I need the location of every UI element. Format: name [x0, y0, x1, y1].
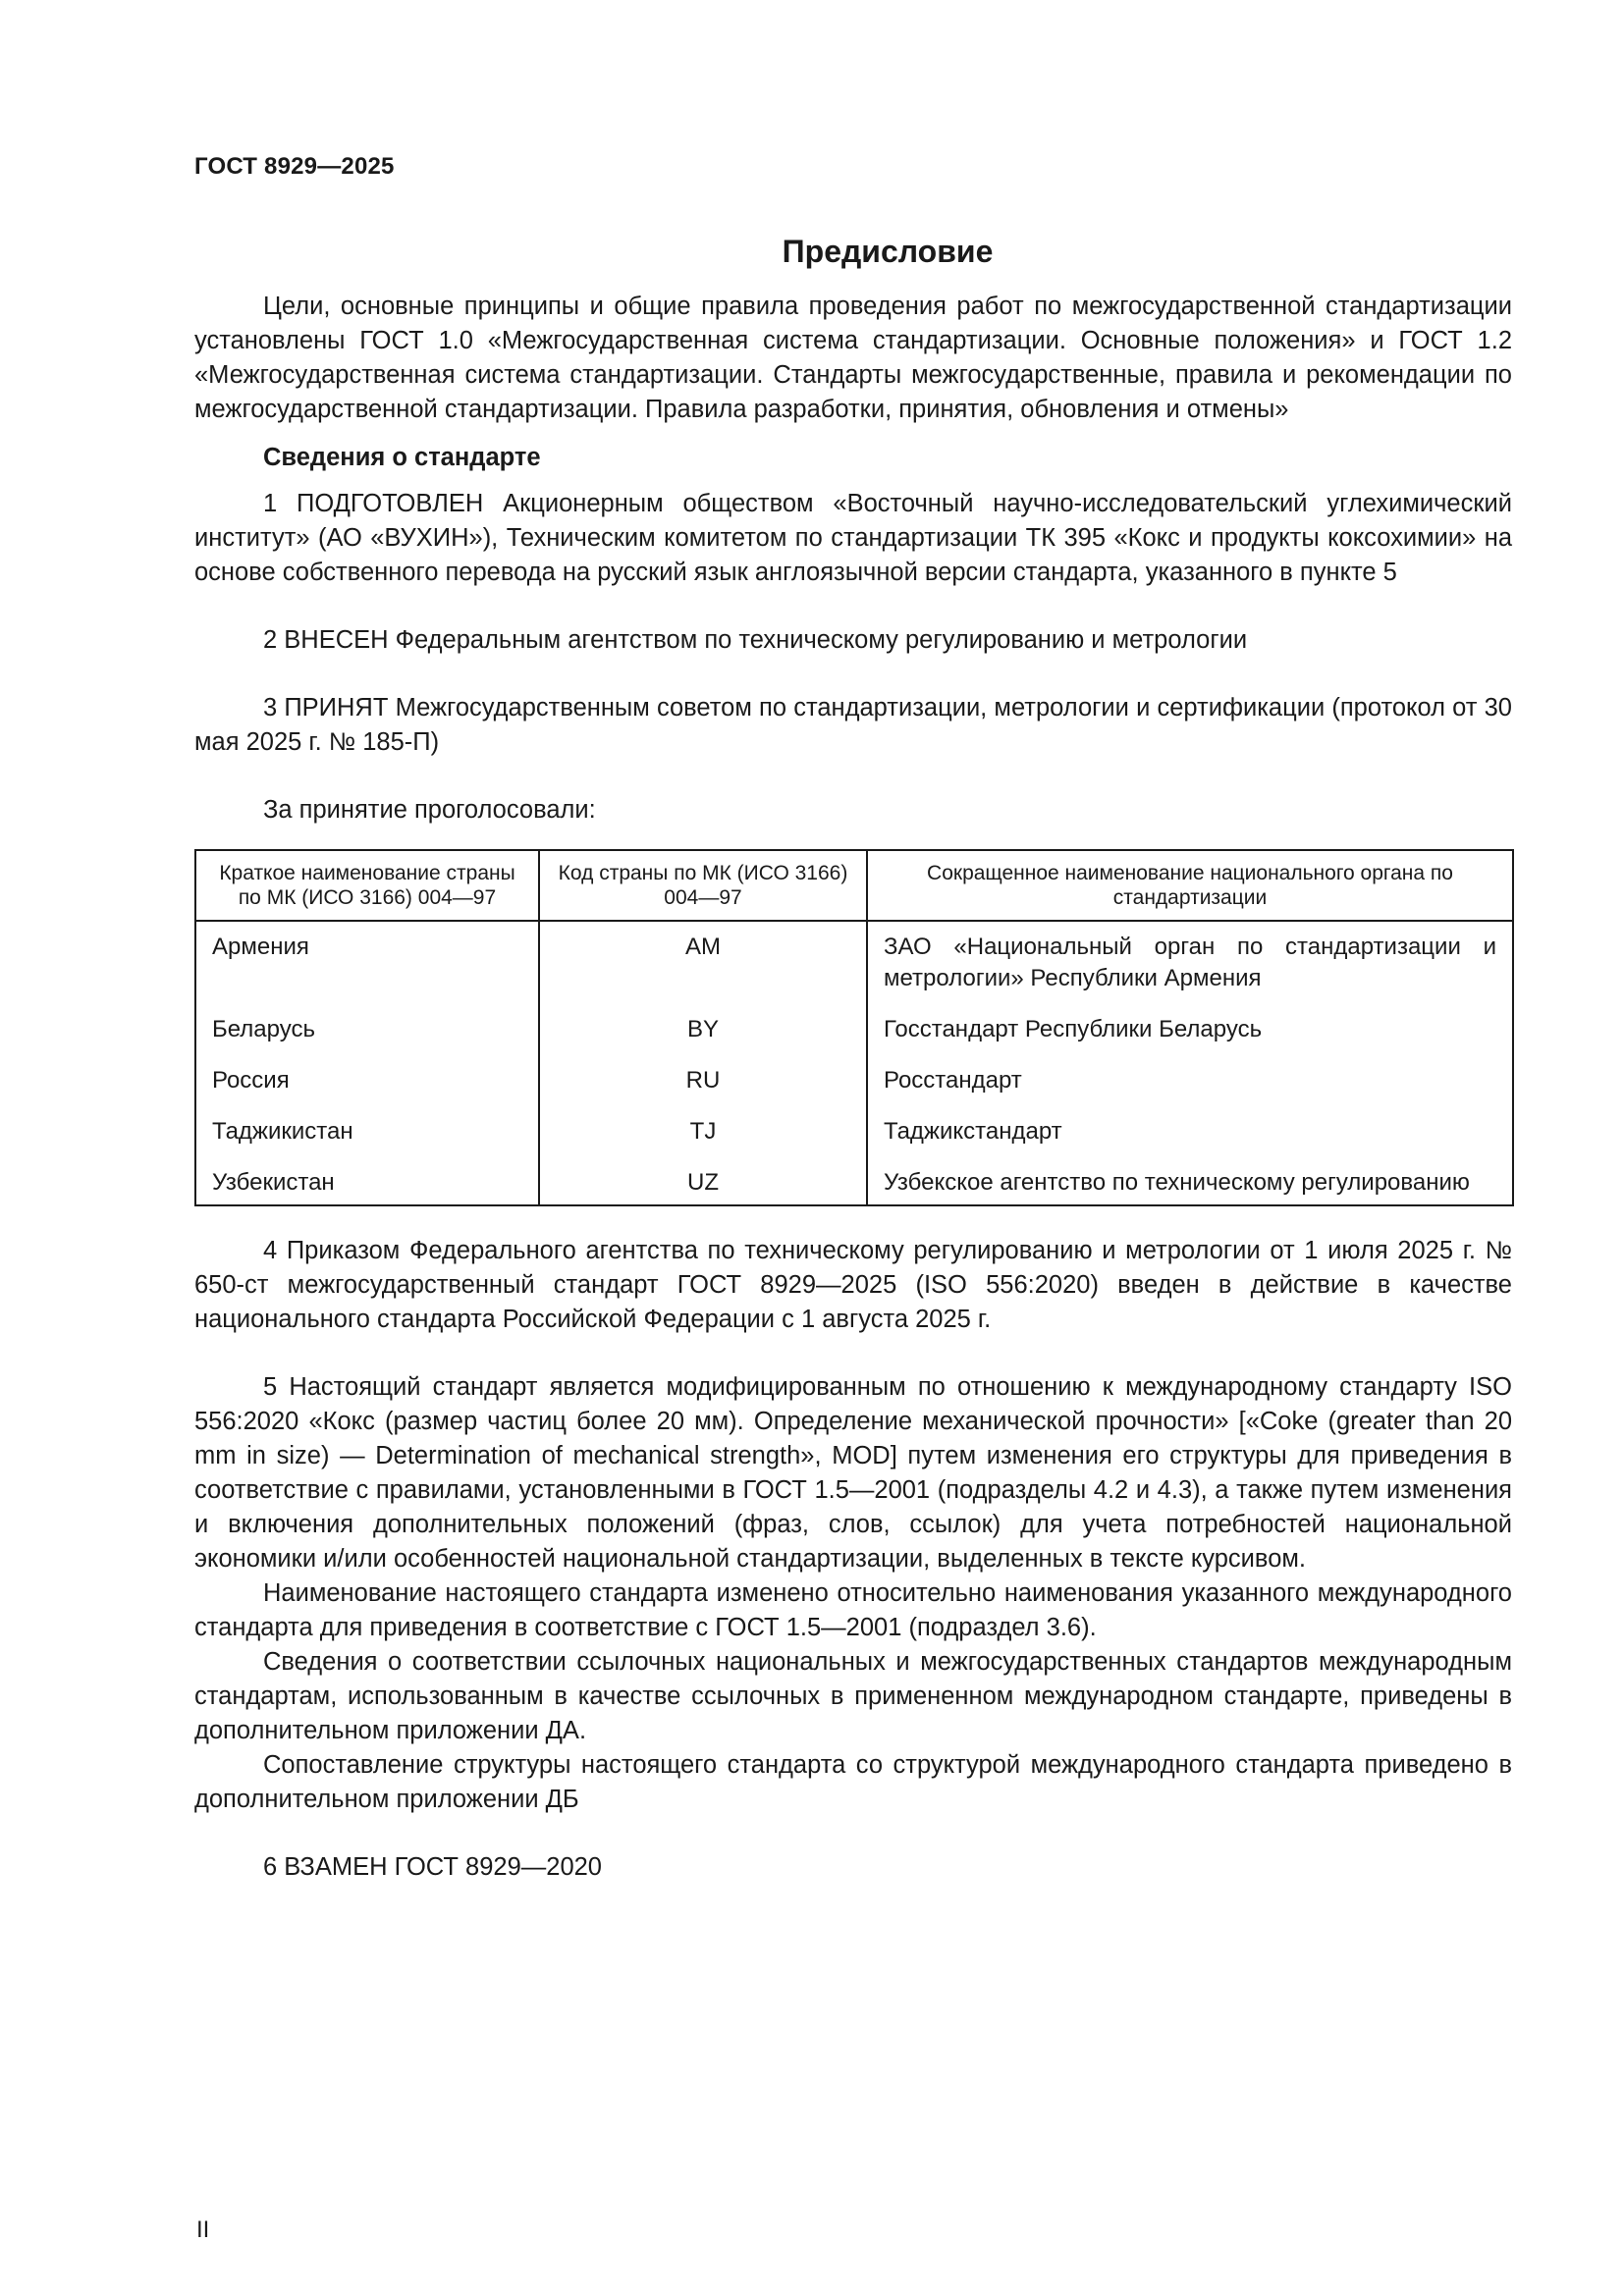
- page-number: II: [196, 2216, 210, 2243]
- cell-body: ЗАО «Национальный орган по стандартизации и метрологии» Республики Армения: [867, 921, 1513, 1012]
- intro-paragraph: Цели, основные принципы и общие правила проведения работ по межгосударственной стандартизации установлены ГОСТ 1.0 «Межгосударственная система стандартизации. Основные положения» и ГОСТ 1.2 «Межгосударственная система стандартизации. Стандарты межгосударственные, правила и рекомендации по межгосударственной стандартизации. Правила разработки, принятия, обновления и отмены»: [194, 293, 1512, 423]
- item-5-paragraph-3: Сведения о соответствии ссылочных национальных и межгосударственных стандартов международным стандартам, использованным в качестве ссылочных в примененном международном стандарте, приведены в дополнительном приложении ДА.: [194, 1648, 1512, 1744]
- cell-body: Госстандарт Республики Беларусь: [867, 1012, 1513, 1063]
- item-3: 3 ПРИНЯТ Межгосударственным советом по стандартизации, метрологии и сертификации (протокол от 30 мая 2025 г. № 185-П): [194, 694, 1512, 756]
- cell-body: Таджикстандарт: [867, 1114, 1513, 1165]
- cell-country: Россия: [195, 1063, 539, 1114]
- item-6: 6 ВЗАМЕН ГОСТ 8929—2020: [263, 1853, 602, 1881]
- table-row: [195, 1114, 1513, 1165]
- header-code: Код страны по МК (ИСО 3166) 004—97: [539, 850, 867, 921]
- section-title: Предисловие: [782, 234, 994, 269]
- table-row: [195, 1063, 1513, 1114]
- cell-country: Узбекистан: [195, 1165, 539, 1205]
- cell-code: TJ: [539, 1114, 867, 1165]
- item-1: 1 ПОДГОТОВЛЕН Акционерным обществом «Восточный научно-исследовательский углехимический институт» (АО «ВУХИН»), Техническим комитетом по стандартизации ТК 395 «Кокс и продукты коксохимии» на основе собственного перевода на русский язык англоязычной версии стандарта, указанного в пункте 5: [194, 490, 1512, 586]
- cell-body: Узбекское агентство по техническому регулированию: [867, 1165, 1513, 1205]
- cell-code: UZ: [539, 1165, 867, 1205]
- cell-country: Беларусь: [195, 1012, 539, 1063]
- document-page: [194, 147, 1512, 1885]
- item-4: 4 Приказом Федерального агентства по техническому регулированию и метрологии от 1 июля 2025 г. № 650-ст межгосударственный стандарт ГОСТ 8929—2025 (ISO 556:2020) введен в действие в качестве национального стандарта Российской Федерации с 1 августа 2025 г.: [194, 1237, 1512, 1333]
- item-5-paragraph-4: Сопоставление структуры настоящего стандарта со структурой международного стандарта приведено в дополнительном приложении ДБ: [194, 1751, 1512, 1813]
- table-row: [195, 1165, 1513, 1205]
- item-2: 2 ВНЕСЕН Федеральным агентством по техническому регулированию и метрологии: [263, 626, 1248, 654]
- header-body: Сокращенное наименование национального органа по стандартизации: [867, 850, 1513, 921]
- cell-code: RU: [539, 1063, 867, 1114]
- document-code: ГОСТ 8929—2025: [194, 153, 395, 180]
- cell-body: Росстандарт: [867, 1063, 1513, 1114]
- table-row: [195, 921, 1513, 1012]
- header-country: Краткое наименование страны по МК (ИСО 3166) 004—97: [195, 850, 539, 921]
- table-row: [195, 1012, 1513, 1063]
- cell-country: Таджикистан: [195, 1114, 539, 1165]
- item-5-paragraph-1: 5 Настоящий стандарт является модифицированным по отношению к международному стандарту ISO 556:2020 «Кокс (размер частиц более 20 мм). Определение механической прочности» [«Coke (greater than 20 mm in size) — Determination of mechanical strength», MOD] путем изменения его структуры для приведения в соответствие с правилами, установленными в ГОСТ 1.5—2001 (подразделы 4.2 и 4.3), а также путем изменения и включения дополнительных положений (фраз, слов, ссылок) для учета потребностей национальной экономики и/или особенностей национальной стандартизации, выделенных в тексте курсивом.: [194, 1373, 1512, 1573]
- cell-code: AM: [539, 921, 867, 1012]
- cell-code: BY: [539, 1012, 867, 1063]
- vote-intro: За принятие проголосовали:: [263, 796, 596, 824]
- table-header-row: [195, 850, 1513, 921]
- info-heading: Сведения о стандарте: [263, 444, 541, 471]
- item-5-paragraph-2: Наименование настоящего стандарта изменено относительно наименования указанного международного стандарта для приведения в соответствие с ГОСТ 1.5—2001 (подраздел 3.6).: [194, 1579, 1512, 1641]
- voting-table: [194, 849, 1514, 1206]
- cell-country: Армения: [195, 921, 539, 1012]
